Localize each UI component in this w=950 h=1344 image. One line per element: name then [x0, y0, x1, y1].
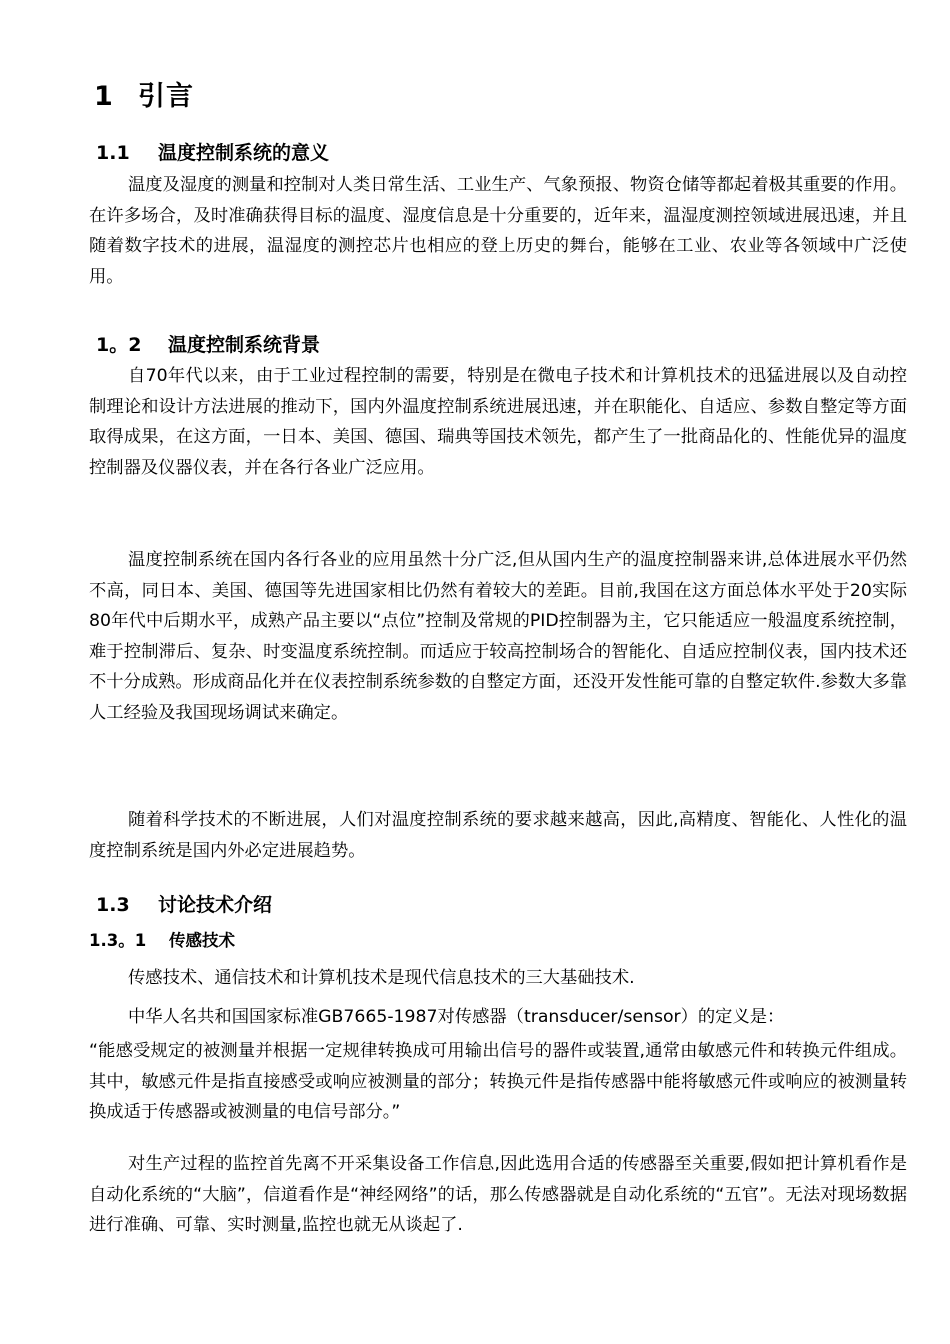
paragraph: 自70年代以来，由于工业过程控制的需要，特别是在微电子技术和计算机技术的迅猛进展以及自动控制理论和设计方法进展的推动下，国内外温度控制系统进展迅速，并在职能化、自适应、参数自整定等方面取得成果，在这方面，一日本、美国、德国、瑞典等国技术领先，都产生了一批商品化的、性能优异的温度控制器及仪器仪表，并在各行各业广泛应用。	[89, 366, 907, 478]
paragraph: 温度及湿度的测量和控制对人类日常生活、工业生产、气象预报、物资仓储等都起着极其重要的作用。在许多场合，及时准确获得目标的温度、湿度信息是十分重要的，近年来，温湿度测控领域进展迅速，并且随着数字技术的进展，温湿度的测控芯片也相应的登上历史的舞台，能够在工业、农业等各领域中广泛使用。	[89, 175, 907, 287]
paragraph: 温度控制系统在国内各行各业的应用虽然十分广泛,但从国内生产的温度控制器来讲,总体进展水平仍然不高，同日本、美国、德国等先进国家相比仍然有着较大的差距。目前,我国在这方面总体水平处于20实际80年代中后期水平，成熟产品主要以“点位”控制及常规的PID控制器为主，它只能适应一般温度系统控制，难于控制滞后、复杂、时变温度系统控制。而适应于较高控制场合的智能化、自适应控制仪表，国内技术还不十分成熟。形成商品化并在仪表控制系统参数的自整定方面，还没开发性能可靠的自整定软件.参数大多靠人工经验及我国现场调试来确定。	[89, 550, 907, 723]
paragraph: 传感技术、通信技术和计算机技术是现代信息技术的三大基础技术.	[128, 968, 635, 988]
chapter-heading	[94, 74, 194, 113]
section-heading-1-1	[96, 138, 329, 165]
section-number: 1。2	[96, 334, 142, 356]
chapter-title: 引言	[138, 81, 194, 112]
section-title: 温度控制系统背景	[168, 334, 321, 356]
paragraph: 中华人名共和国国家标准GB7665-1987对传感器（transducer/sensor）的定义是：	[128, 1007, 785, 1027]
section-title: 温度控制系统的意义	[158, 142, 330, 164]
section-number: 1.1	[96, 142, 130, 164]
paragraph: 随着科学技术的不断进展，人们对温度控制系统的要求越来越高，因此,高精度、智能化、人性化的温度控制系统是国内外必定进展趋势。	[89, 810, 907, 861]
subsection-title: 传感技术	[169, 931, 235, 950]
section-heading-1-2	[96, 330, 320, 357]
section-title: 讨论技术介绍	[158, 894, 273, 916]
chapter-number: 1	[94, 81, 114, 112]
section-number: 1.3	[96, 894, 130, 916]
quote-paragraph: “能感受规定的被测量并根据一定规律转换成可用输出信号的器件或装置,通常由敏感元件和转换元件组成。其中，敏感元件是指直接感受或响应被测量的部分；转换元件是指传感器中能将敏感元件或响应的被测量转换成适于传感器或被测量的电信号部分。”	[89, 1041, 907, 1123]
section-heading-1-3	[96, 890, 272, 917]
subsection-number: 1.3。1	[89, 931, 147, 950]
subsection-heading-1-3-1	[89, 927, 235, 951]
paragraph: 对生产过程的监控首先离不开采集设备工作信息,因此选用合适的传感器至关重要,假如把计算机看作是自动化系统的“大脑”，信道看作是“神经网络”的话，那么传感器就是自动化系统的“五官”。无法对现场数据进行准确、可靠、实时测量,监控也就无从谈起了.	[89, 1154, 907, 1236]
